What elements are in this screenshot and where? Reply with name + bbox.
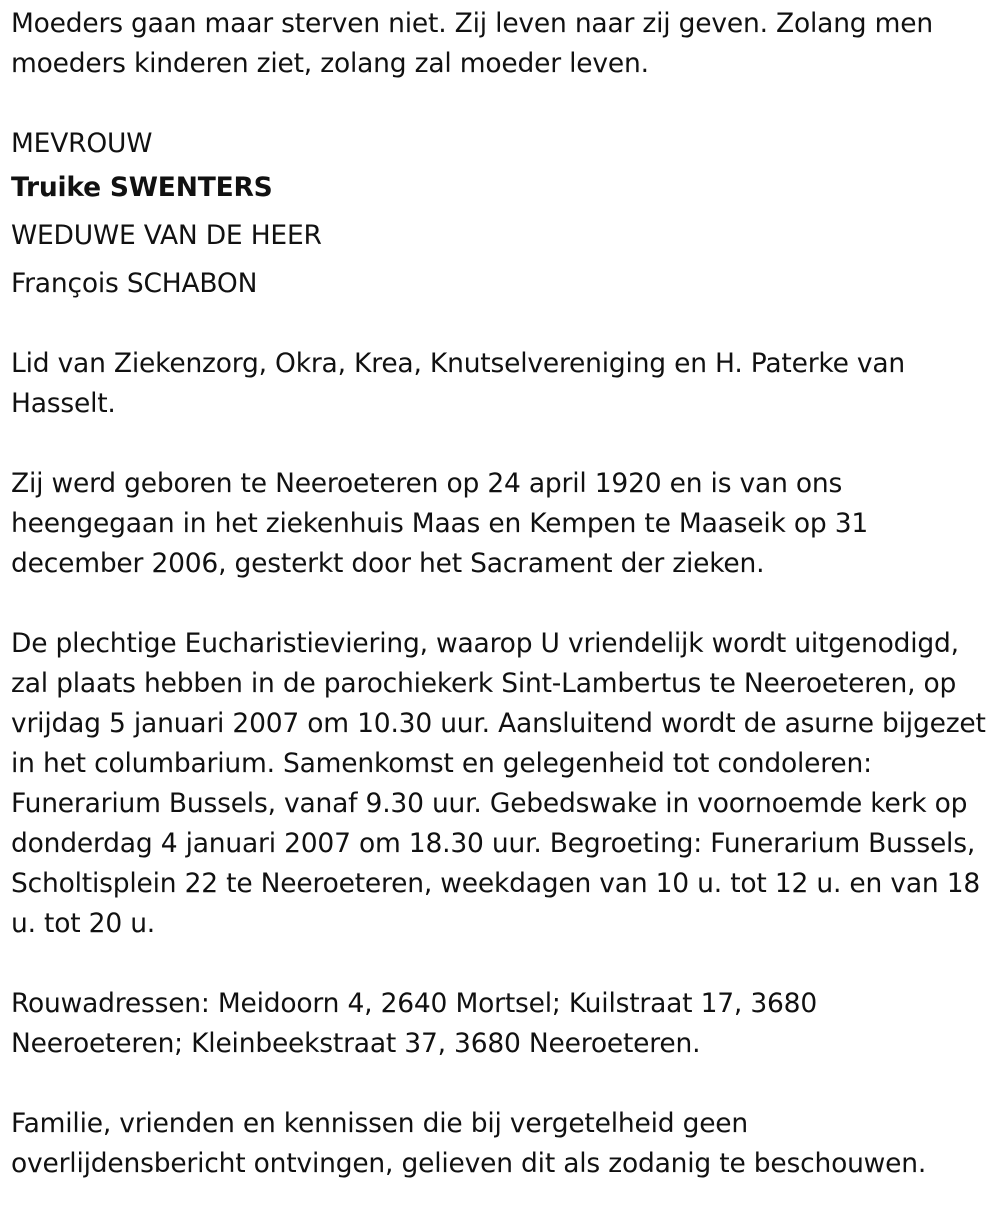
deceased-name: Truike SWENTERS — [11, 172, 273, 203]
spacer — [11, 1064, 986, 1104]
spacer — [11, 944, 986, 984]
ceremony-paragraph: De plechtige Eucharistieviering, waarop U vriendelijk wordt uitgenodigd, zal plaats hebben in de parochiekerk Sint-Lambertus te Neeroeteren, op vrijdag 5 januari 2007 om 10.30 uur. Aansluitend wordt de asurne bijgezet in het columbarium. Samenkomst en gelegenheid tot condoleren: Funerarium Bussels, vanaf 9.30 uur. Gebedswake in voornoemde kerk op donderdag 4 januari 2007 om 18.30 uur. Begroeting: Funerarium Bussels, Scholtisplein 22 te Neeroeteren, weekdagen van 10 u. tot 12 u. en van 18 u. tot 20 u. — [11, 628, 986, 939]
spacer — [11, 308, 986, 344]
membership-paragraph: Lid van Ziekenzorg, Okra, Krea, Knutselvereniging en H. Paterke van Hasselt. — [11, 348, 906, 419]
opening-quote: Moeders gaan maar sterven niet. Zij leven naar zij geven. Zolang men moeders kinderen ziet, zolang zal moeder leven. — [11, 8, 933, 79]
spacer — [11, 84, 986, 124]
obituary-document — [11, 0, 986, 1184]
widow-relation: WEDUWE VAN DE HEER — [11, 220, 322, 251]
honorific-title: MEVROUW — [11, 128, 153, 159]
name-block — [11, 124, 986, 308]
spacer — [11, 584, 986, 624]
closing-paragraph: Familie, vrienden en kennissen die bij vergetelheid geen overlijdensbericht ontvingen, gelieven dit als zodanig te beschouwen. — [11, 1108, 927, 1179]
spouse-name: François SCHABON — [11, 268, 258, 299]
spacer — [11, 424, 986, 464]
addresses-paragraph: Rouwadressen: Meidoorn 4, 2640 Mortsel; Kuilstraat 17, 3680 Neeroeteren; Kleinbeekstraat 37, 3680 Neeroeteren. — [11, 988, 817, 1059]
birth-death-paragraph: Zij werd geboren te Neeroeteren op 24 april 1920 en is van ons heengegaan in het ziekenhuis Maas en Kempen te Maaseik op 31 december 2006, gesterkt door het Sacrament der zieken. — [11, 468, 869, 579]
